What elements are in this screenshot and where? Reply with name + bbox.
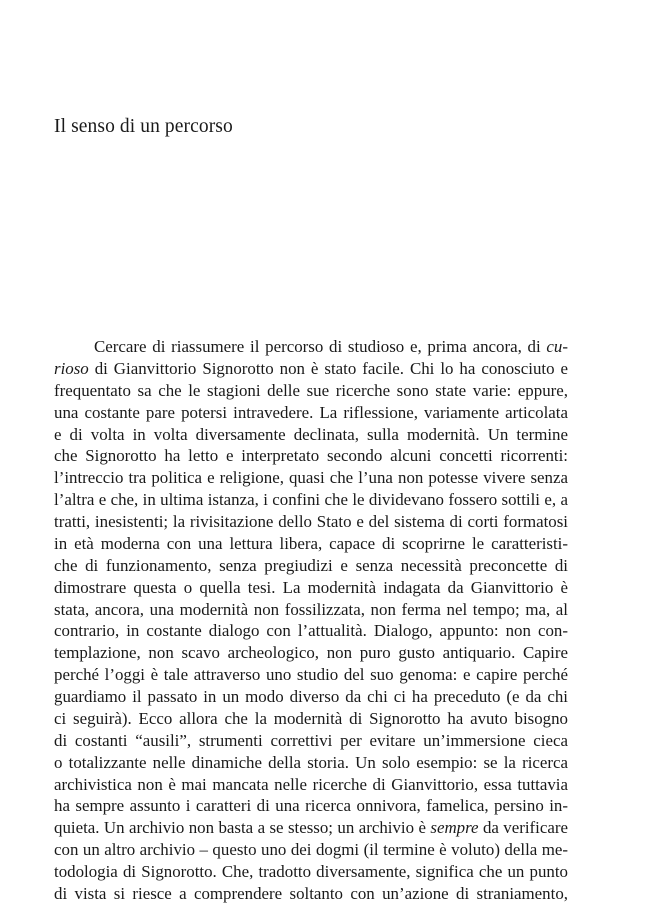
text-run: dimostrare questa o quella tesi. La modernità indagata da Gianvittorio è	[54, 577, 568, 597]
text-line	[54, 752, 568, 774]
text-line	[54, 599, 568, 621]
italic-run: cu-	[546, 337, 568, 356]
text-run: tratti, inesistenti; la rivisitazione dello Stato e del sistema di corti formatosi	[54, 512, 568, 531]
text-run: archivistica non è mai mancata nelle ricerche di Gianvittorio, essa tuttavia	[54, 774, 568, 794]
text-run: Cercare di riassumere il percorso di studioso e, prima ancora, di	[94, 337, 547, 356]
body-paragraph	[54, 336, 568, 905]
chapter-title: Il senso di un percorso	[54, 116, 233, 137]
text-line	[54, 774, 568, 796]
text-line	[54, 424, 568, 446]
text-run: ci seguirà). Ecco allora che la modernità di Signorotto ha avuto bisogno	[54, 708, 568, 728]
text-line	[54, 861, 568, 883]
text-line	[54, 686, 568, 708]
text-run: guardiamo il passato in un modo diverso da chi ci ha preceduto (e da chi	[54, 687, 568, 706]
text-run: frequentato sa che le stagioni delle sue ricerche sono state varie: eppure,	[54, 380, 568, 400]
text-run: di vista si riesce a comprendere soltanto con un’azione di straniamento,	[54, 883, 568, 903]
text-line	[54, 511, 568, 533]
text-line	[54, 883, 568, 905]
text-run: o totalizzante nelle dinamiche della storia. Un solo esempio: se la ricerca	[54, 752, 568, 772]
text-run: una costante pare potersi intravedere. La riflessione, variamente articolata	[54, 402, 568, 422]
text-run: da verificare	[478, 818, 568, 838]
text-run: e di volta in volta diversamente declinata, sulla modernità. Un termine	[54, 424, 568, 444]
text-run: templazione, non scavo archeologico, non puro gusto antiquario. Capire	[54, 643, 568, 663]
text-line	[54, 577, 568, 599]
text-run: in età moderna con una lettura libera, capace di scoprirne le caratteristi-	[54, 533, 568, 553]
text-run: perché l’oggi è tale attraverso uno studio del suo genoma: e capire perché	[54, 665, 568, 685]
text-run: che di funzionamento, senza pregiudizi e senza necessità preconcette di	[54, 555, 568, 575]
text-run: ha sempre assunto i caratteri di una ricerca onnivora, famelica, persino in-	[54, 796, 568, 816]
text-line	[54, 708, 568, 730]
text-line	[54, 555, 568, 577]
italic-run: rioso	[54, 358, 89, 378]
text-run: todologia di Signorotto. Che, tradotto diversamente, significa che un punto	[54, 862, 568, 881]
text-run: l’altra e che, in ultima istanza, i confini che le dividevano fossero sottili e, a	[54, 490, 568, 510]
text-run: che Signorotto ha letto e interpretato secondo alcuni concetti ricorrenti:	[54, 446, 568, 466]
text-line	[54, 402, 568, 424]
text-line	[54, 620, 568, 642]
text-line	[54, 336, 568, 358]
text-run: quieta. Un archivio non basta a se stesso; un archivio è	[54, 818, 431, 838]
text-run: di Gianvittorio Signorotto non è stato facile. Chi lo ha conosciuto e	[88, 358, 568, 378]
text-line	[54, 467, 568, 489]
text-line	[54, 533, 568, 555]
text-line	[54, 445, 568, 467]
text-line	[54, 489, 568, 511]
text-line	[54, 358, 568, 380]
text-run: l’intreccio tra politica e religione, quasi che l’una non potesse vivere senza	[54, 468, 568, 488]
text-run: di costanti “ausili”, strumenti correttivi per evitare un’immersione cieca	[54, 730, 568, 750]
text-run: con un altro archivio – questo uno dei dogmi (il termine è voluto) della me-	[54, 840, 568, 860]
text-run: contrario, in costante dialogo con l’attualità. Dialogo, appunto: non con-	[54, 621, 568, 641]
text-line	[54, 817, 568, 839]
text-line	[54, 795, 568, 817]
text-line	[54, 642, 568, 664]
text-line	[54, 664, 568, 686]
text-run: stata, ancora, una modernità non fossilizzata, non ferma nel tempo; ma, al	[54, 599, 568, 619]
text-line	[54, 380, 568, 402]
text-line	[54, 839, 568, 861]
italic-run: sempre	[430, 818, 479, 838]
text-line	[54, 730, 568, 752]
